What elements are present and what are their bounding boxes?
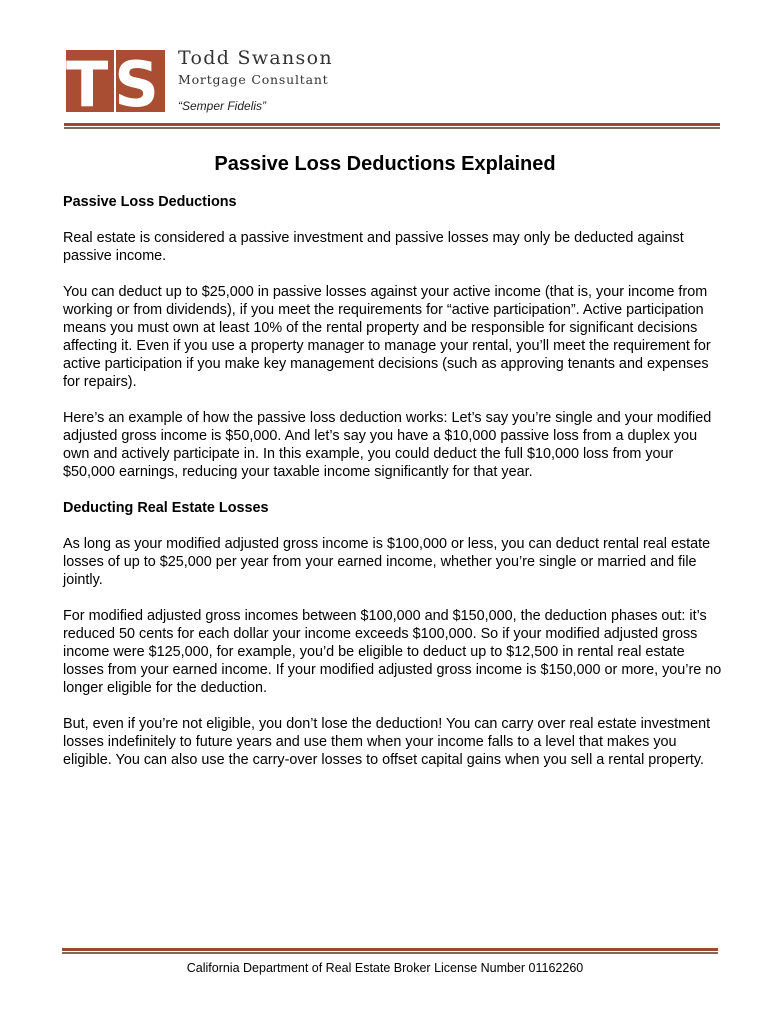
company-logo bbox=[66, 50, 165, 112]
section-heading: Deducting Real Estate Losses bbox=[63, 500, 269, 516]
brand-name: Todd Swanson bbox=[178, 47, 333, 69]
footer-divider bbox=[62, 948, 718, 955]
paragraph: As long as your modified adjusted gross income is $100,000 or less, you can deduct rental real estate losses of up to $25,000 per year from your earned income, whether you’re single or married and file jointly. bbox=[63, 536, 711, 588]
brand-title: Mortgage Consultant bbox=[178, 72, 329, 87]
brand-motto: “Semper Fidelis” bbox=[178, 99, 267, 113]
paragraph: For modified adjusted gross incomes between $100,000 and $150,000, the deduction phases out: it’s reduced 50 cents for each dollar your income exceeds $100,000. So if your modified adjusted gross income were $125,000, for example, you’d be eligible to deduct up to $12,500 in rental real estate losses from your earned income. If your modified adjusted gross income is $150,000 or more, you’re no longer eligible for the deduction. bbox=[63, 608, 722, 696]
paragraph: Real estate is considered a passive investment and passive losses may only be deducted against passive income. bbox=[63, 230, 684, 264]
document-body bbox=[63, 193, 723, 787]
license-footer: California Department of Real Estate Broker License Number 01162260 bbox=[186, 961, 584, 975]
paragraph: You can deduct up to $25,000 in passive losses against your active income (that is, your income from working or from dividends), if you meet the requirements for “active participation”. Active participation means you must own at least 10% of the rental property and be responsible for significant decisions affecting it. Even if you use a property manager to manage your rental, you’ll meet the requirement for active participation if you make key management decisions (such as approving tenants and expenses for repairs). bbox=[63, 284, 711, 390]
paragraph: But, even if you’re not eligible, you don’t lose the deduction! You can carry over real estate investment losses indefinitely to future years and use them when your income falls to a level that makes you eligible. You can also use the carry-over losses to offset capital gains when you sell a rental property. bbox=[63, 716, 711, 768]
paragraph: Here’s an example of how the passive loss deduction works: Let’s say you’re single and your modified adjusted gross income is $50,000. And let’s say you have a $10,000 passive loss from a duplex you own and actively participate in. In this example, you could deduct the full $10,000 loss from your $50,000 earnings, reducing your taxable income significantly for that year. bbox=[63, 410, 712, 480]
document-title: Passive Loss Deductions Explained bbox=[214, 153, 556, 175]
logo-letters: TS bbox=[66, 50, 165, 112]
section-heading: Passive Loss Deductions bbox=[63, 194, 237, 210]
header-divider bbox=[64, 123, 720, 130]
